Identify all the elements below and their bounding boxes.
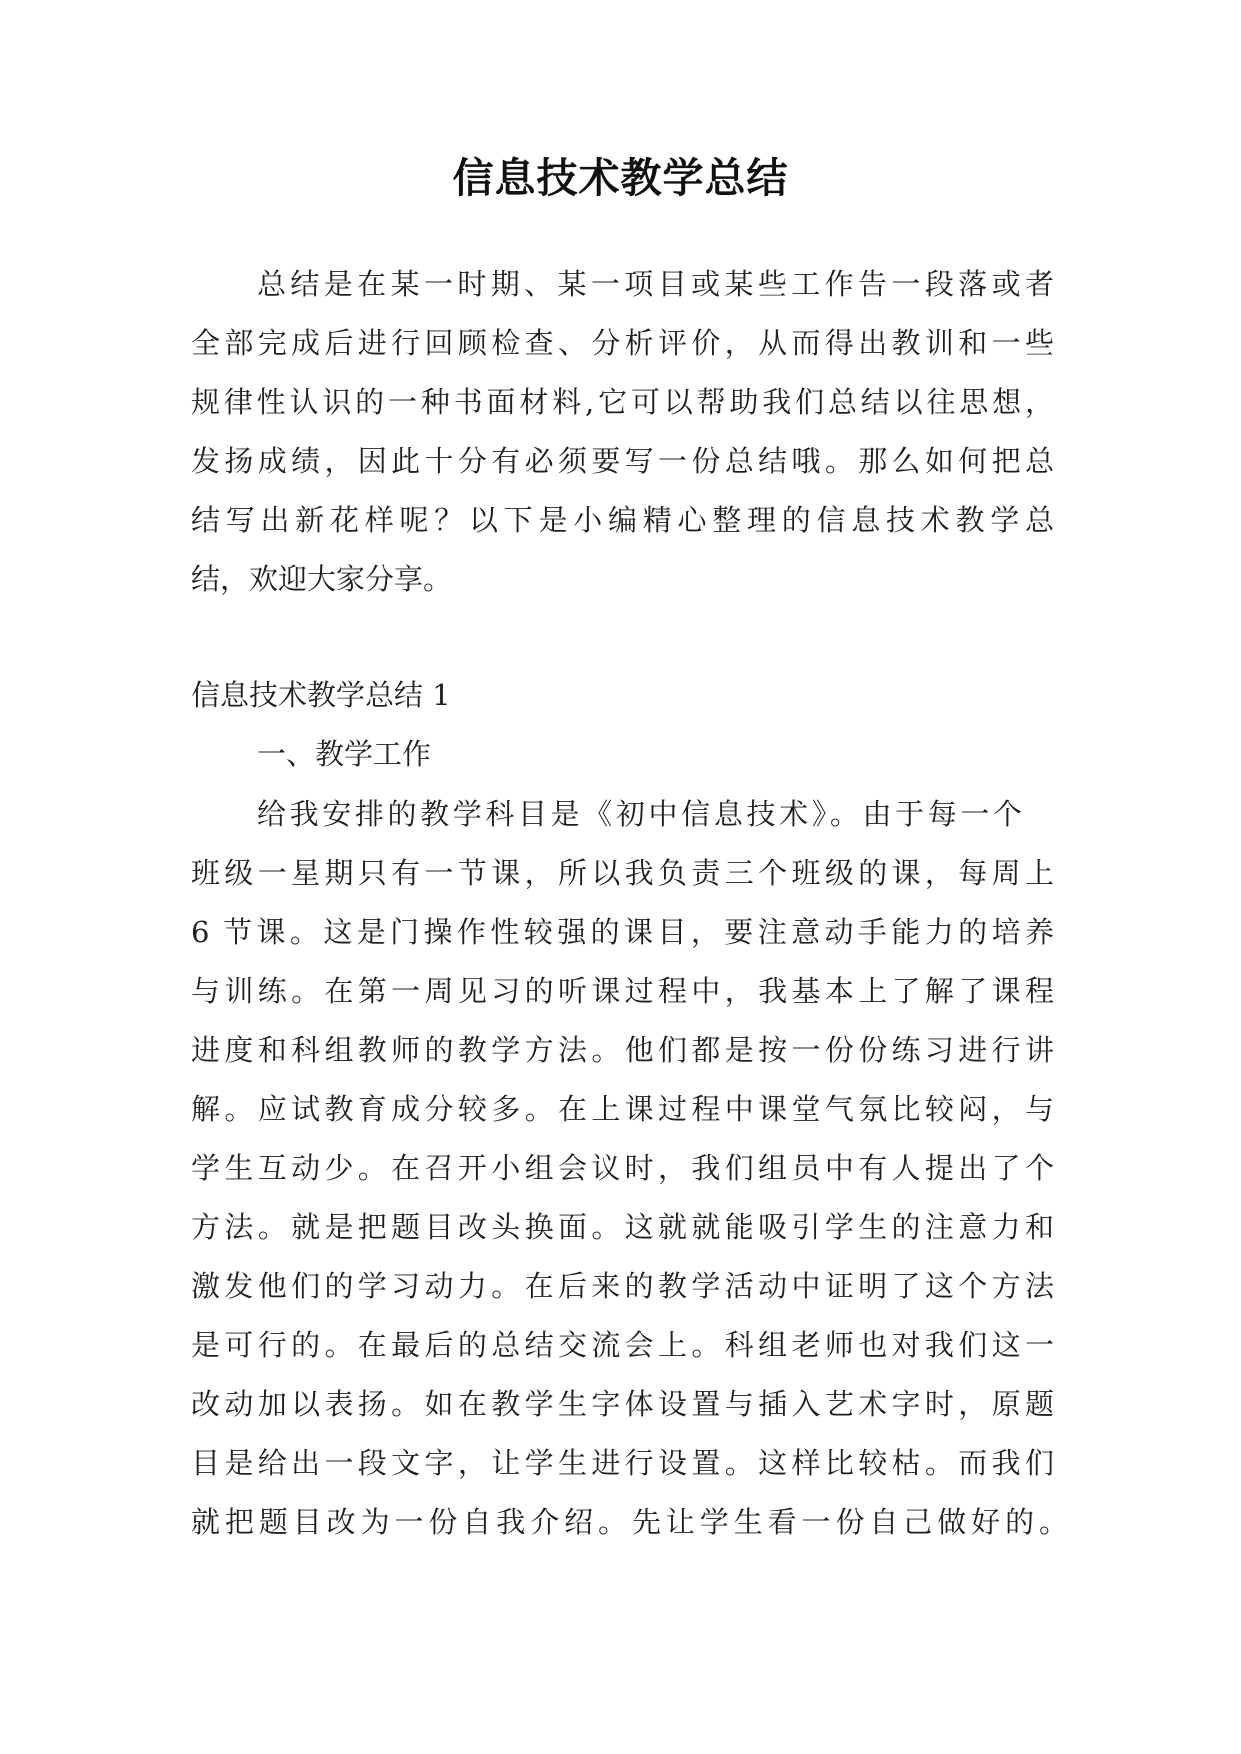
intro-line: 发扬成绩，因此十分有必须要写一份总结哦。那么如何把总 (191, 444, 1054, 478)
intro-line: 结写出新花样呢？以下是小编精心整理的信息技术教学总 (191, 503, 1054, 537)
body-line: 就把题目改为一份自我介绍。先让学生看一份自己做好的。 (191, 1505, 1068, 1539)
intro-line: 全部完成后进行回顾检查、分析评价，从而得出教训和一些 (191, 326, 1054, 360)
body-line: 学生互动少。在召开小组会议时，我们组员中有人提出了个 (191, 1151, 1054, 1185)
section-heading: 信息技术教学总结 1 (191, 678, 451, 712)
body-line: 解。应试教育成分较多。在上课过程中课堂气氛比较闷，与 (191, 1092, 1054, 1126)
body-line: 改动加以表扬。如在教学生字体设置与插入艺术字时，原题 (191, 1387, 1054, 1421)
subheading: 一、教学工作 (257, 737, 432, 771)
body-line: 是可行的。在最后的总结交流会上。科组老师也对我们这一 (191, 1328, 1054, 1362)
body-line: 与训练。在第一周见习的听课过程中，我基本上了解了课程 (191, 974, 1054, 1008)
document-title: 信息技术教学总结 (452, 154, 789, 202)
body-line: 班级一星期只有一节课，所以我负责三个班级的课，每周上 (191, 856, 1054, 890)
body-line: 目是给出一段文字，让学生进行设置。这样比较枯。而我们 (191, 1446, 1054, 1480)
intro-line: 结，欢迎大家分享。 (191, 562, 453, 596)
body-line: 给我安排的教学科目是《初中信息技术》。由于每一个 (257, 797, 1022, 831)
body-line: 方法。就是把题目改头换面。这就就能吸引学生的注意力和 (191, 1210, 1054, 1244)
intro-line: 总结是在某一时期、某一项目或某些工作告一段落或者 (257, 267, 1054, 301)
body-line: 激发他们的学习动力。在后来的教学活动中证明了这个方法 (191, 1269, 1054, 1303)
intro-line: 规律性认识的一种书面材料,它可以帮助我们总结以往思想， (191, 385, 1054, 419)
body-line: 6 节课。这是门操作性较强的课目，要注意动手能力的培养 (191, 915, 1054, 949)
body-line: 进度和科组教师的教学方法。他们都是按一份份练习进行讲 (191, 1033, 1054, 1067)
